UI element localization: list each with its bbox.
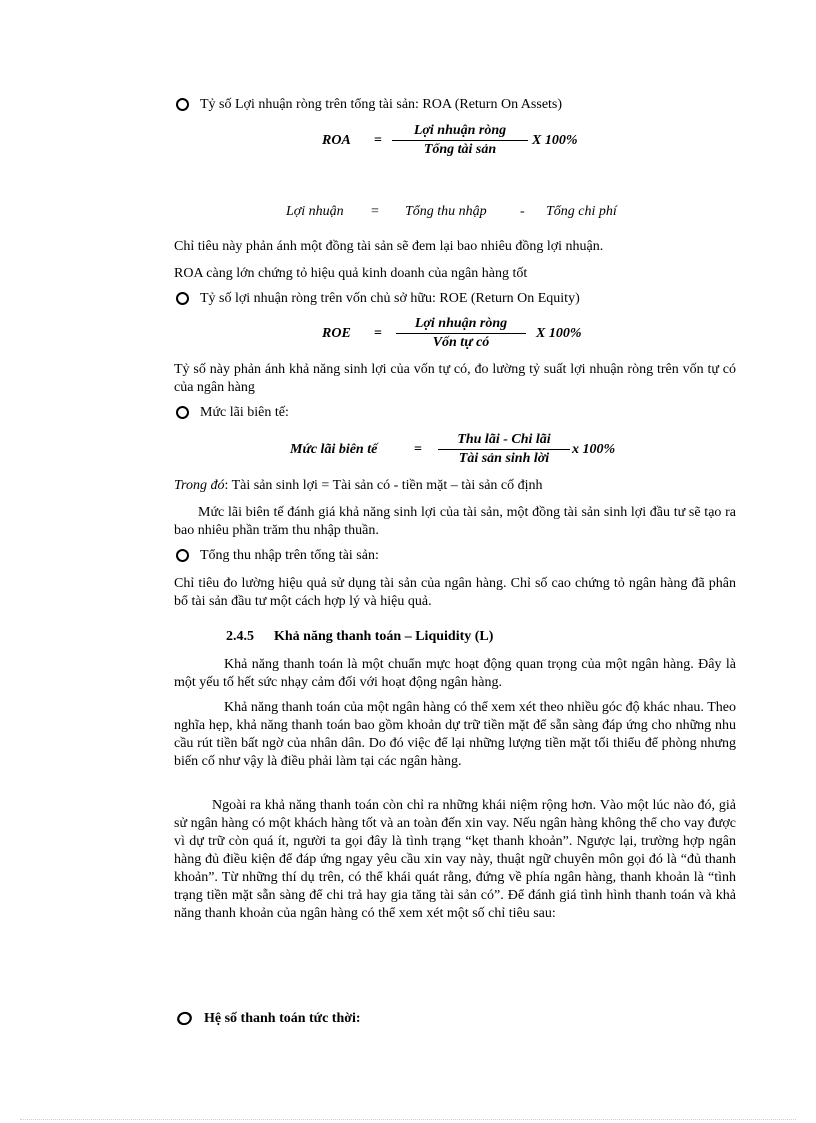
roe-fraction <box>396 316 526 351</box>
section-title: Khả năng thanh toán – Liquidity (L) <box>274 629 494 644</box>
bullet-icon <box>176 292 189 305</box>
roa-denominator: Tổng tài sản <box>423 142 497 157</box>
margin-fraction <box>438 432 570 467</box>
roe-numerator: Lợi nhuận ròng <box>414 316 508 331</box>
roa-multiplier: X 100% <box>532 133 578 148</box>
roe-heading: Tỷ số lợi nhuận ròng trên vốn chủ sở hữu: ROE (Return On Equity) <box>200 291 580 306</box>
where-label: Trong đó <box>174 478 225 493</box>
instant-ratio-heading: Hệ số thanh toán tức thời: <box>204 1011 361 1026</box>
roa-note-1: Chỉ tiêu này phản ánh một đồng tài sản sẽ đem lại bao nhiêu đồng lợi nhuận. <box>174 239 604 254</box>
roe-label: ROE <box>322 326 351 341</box>
roa-note-2: ROA càng lớn chứng tỏ hiệu quả kinh doanh của ngân hàng tốt <box>174 266 528 281</box>
roe-denominator: Vốn tự có <box>432 335 490 350</box>
total-income: Tổng thu nhập <box>405 204 487 219</box>
roa-equals: = <box>374 133 382 148</box>
total-cost: Tổng chi phí <box>546 204 617 219</box>
margin-equals: = <box>414 442 422 457</box>
roa-fraction <box>392 123 528 158</box>
roa-heading: Tỷ số Lợi nhuận ròng trên tổng tài sản: ROA (Return On Assets) <box>200 97 563 112</box>
liquidity-paragraph-2: Khả năng thanh toán của một ngân hàng có thể xem xét theo nhiều góc độ khác nhau. Theo nghĩa hẹp, khả năng thanh toán bao gồm khoản dự trữ tiền mặt để sẵn sàng đáp ứng cho những nhu cầu rút tiền bất ngờ của nhân dân. Do đó việc để lại những lượng tiền mặt tối thiểu để phòng nhưng biến cố như vậy là điều phải làm tại các ngân hàng. <box>174 700 736 769</box>
bullet-icon <box>176 406 189 419</box>
bullet-icon <box>175 1010 193 1027</box>
page-border <box>20 1119 796 1120</box>
liquidity-paragraph-1: Khả năng thanh toán là một chuẩn mực hoạt động quan trọng của một ngân hàng. Đây là một yếu tố hết sức nhạy cảm đối với hoạt động ngân hàng. <box>174 657 736 690</box>
roe-note: Tỷ số này phản ánh khả năng sinh lợi của vốn tự có, đo lường tỷ suất lợi nhuận ròng trên vốn tự có của ngân hàng <box>174 362 736 395</box>
roe-multiplier: X 100% <box>536 326 582 341</box>
bullet-icon <box>176 549 189 562</box>
margin-note: Mức lãi biên tế đánh giá khả năng sinh lợi của tài sản, một đồng tài sản sinh lợi đầu tư sẽ tạo ra bao nhiêu phần trăm thu nhập thuần. <box>174 505 736 538</box>
roe-equals: = <box>374 326 382 341</box>
profit-minus: - <box>520 204 525 219</box>
liquidity-paragraph-3: Ngoài ra khả năng thanh toán còn chỉ ra những khái niệm rộng hơn. Vào một lúc nào đó, giả sử ngân hàng có một khách hàng tốt và an toàn đến xin vay. Nếu ngân hàng không thể cho vay được vì dự trữ còn quá ít, người ta gọi đây là tình trạng “kẹt thanh khoản”. Ngược lại, trường hợp ngân hàng đủ điều kiện để đáp ứng ngay yêu cầu xin vay này, thuật ngữ chuyên môn gọi đó là “đủ thanh khoản”. Từ những thí dụ trên, có thể khái quát rằng, đứng về phía ngân hàng, thanh khoản là “tình trạng tiền mặt sẵn sàng để chi trả hay gia tăng tài sản có”. Để đánh giá tình hình thanh toán và khả năng thanh khoản của ngân hàng có thể xem xét một số chỉ tiêu sau: <box>174 798 736 921</box>
margin-multiplier: x 100% <box>572 442 616 457</box>
income-note: Chỉ tiêu đo lường hiệu quả sử dụng tài sản của ngân hàng. Chỉ số cao chứng tỏ ngân hàng đã phân bổ tài sản đầu tư một cách hợp lý và hiệu quả. <box>174 576 736 609</box>
margin-label: Mức lãi biên tế <box>290 442 378 457</box>
bullet-icon <box>176 98 189 111</box>
income-heading: Tổng thu nhập trên tổng tài sản: <box>200 548 379 563</box>
profit-label: Lợi nhuận <box>286 204 344 219</box>
margin-denominator: Tài sản sinh lời <box>458 451 550 466</box>
margin-heading: Mức lãi biên tế: <box>200 405 289 420</box>
where-text: : Tài sản sinh lợi = Tài sản có - tiền mặt – tài sản cố định <box>224 478 543 493</box>
profit-equals: = <box>371 204 379 219</box>
section-number: 2.4.5 <box>226 629 254 644</box>
roa-numerator: Lợi nhuận ròng <box>413 123 507 138</box>
roa-label: ROA <box>322 133 351 148</box>
margin-where <box>174 477 543 495</box>
margin-numerator: Thu lãi - Chi lãi <box>457 432 551 447</box>
